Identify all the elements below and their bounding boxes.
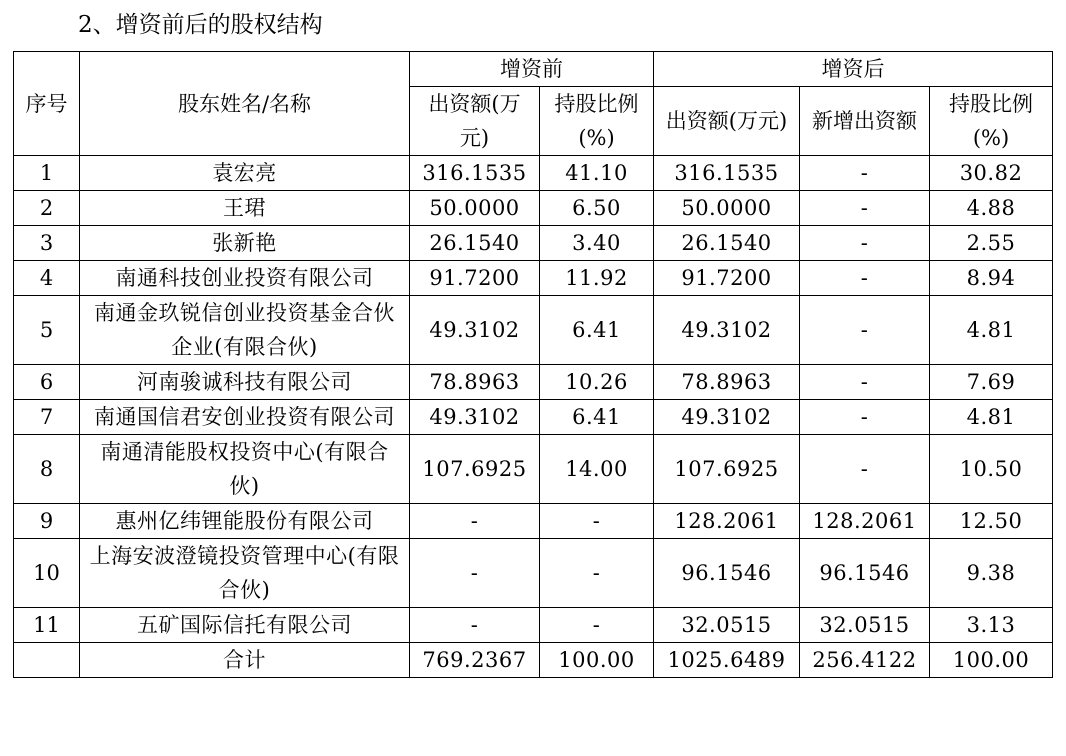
cell-after-amount: 49.3102 — [654, 400, 800, 435]
header-name: 股东姓名/名称 — [80, 52, 410, 156]
cell-after-ratio: 30.82 — [930, 156, 1053, 191]
cell-name: 南通清能股权投资中心(有限合伙) — [80, 435, 410, 504]
cell-name: 河南骏诚科技有限公司 — [80, 365, 410, 400]
total-before-amount: 769.2367 — [410, 643, 540, 678]
cell-after-amount: 128.2061 — [654, 504, 800, 539]
cell-before-amount: - — [410, 608, 540, 643]
cell-after-amount: 49.3102 — [654, 296, 800, 365]
cell-name: 五矿国际信托有限公司 — [80, 608, 410, 643]
header-seq: 序号 — [14, 52, 80, 156]
table-row — [14, 365, 1053, 400]
cell-after-new: - — [800, 435, 930, 504]
cell-after-amount: 26.1540 — [654, 226, 800, 261]
header-before-ratio: 持股比例(%) — [540, 87, 654, 156]
cell-before-ratio: 14.00 — [540, 435, 654, 504]
total-label: 合计 — [80, 643, 410, 678]
cell-after-ratio: 4.81 — [930, 400, 1053, 435]
total-after-new: 256.4122 — [800, 643, 930, 678]
cell-before-amount: - — [410, 504, 540, 539]
total-after-ratio: 100.00 — [930, 643, 1053, 678]
table-row — [14, 191, 1053, 226]
cell-after-ratio: 8.94 — [930, 261, 1053, 296]
cell-after-amount: 50.0000 — [654, 191, 800, 226]
cell-after-new: - — [800, 296, 930, 365]
cell-after-amount: 316.1535 — [654, 156, 800, 191]
cell-before-ratio: - — [540, 539, 654, 608]
header-after-ratio: 持股比例(%) — [930, 87, 1053, 156]
cell-after-new: - — [800, 400, 930, 435]
cell-after-ratio: 4.88 — [930, 191, 1053, 226]
cell-name: 王珺 — [80, 191, 410, 226]
cell-after-amount: 96.1546 — [654, 539, 800, 608]
cell-name: 惠州亿纬锂能股份有限公司 — [80, 504, 410, 539]
cell-seq: 9 — [14, 504, 80, 539]
cell-name: 上海安波澄镜投资管理中心(有限合伙) — [80, 539, 410, 608]
cell-before-amount: 91.7200 — [410, 261, 540, 296]
cell-name: 南通国信君安创业投资有限公司 — [80, 400, 410, 435]
table-row — [14, 296, 1053, 365]
cell-after-ratio: 9.38 — [930, 539, 1053, 608]
cell-after-ratio: 7.69 — [930, 365, 1053, 400]
table-row — [14, 504, 1053, 539]
header-before-group: 增资前 — [410, 52, 654, 87]
cell-after-ratio: 4.81 — [930, 296, 1053, 365]
cell-before-amount: 50.0000 — [410, 191, 540, 226]
cell-before-ratio: 6.41 — [540, 296, 654, 365]
cell-after-amount: 78.8963 — [654, 365, 800, 400]
total-after-amount: 1025.6489 — [654, 643, 800, 678]
cell-before-ratio: - — [540, 504, 654, 539]
header-row-group — [14, 52, 1053, 87]
cell-seq: 7 — [14, 400, 80, 435]
table-row — [14, 539, 1053, 608]
cell-before-amount: 26.1540 — [410, 226, 540, 261]
cell-before-ratio: 11.92 — [540, 261, 654, 296]
cell-seq: 4 — [14, 261, 80, 296]
table-row — [14, 261, 1053, 296]
table-row — [14, 435, 1053, 504]
cell-before-amount: 49.3102 — [410, 296, 540, 365]
cell-after-new: 32.0515 — [800, 608, 930, 643]
table-row — [14, 608, 1053, 643]
cell-after-new: - — [800, 191, 930, 226]
cell-before-ratio: 6.41 — [540, 400, 654, 435]
cell-after-ratio: 2.55 — [930, 226, 1053, 261]
cell-after-amount: 32.0515 — [654, 608, 800, 643]
cell-seq: 5 — [14, 296, 80, 365]
cell-before-amount: 78.8963 — [410, 365, 540, 400]
cell-seq: 10 — [14, 539, 80, 608]
total-row — [14, 643, 1053, 678]
cell-after-amount: 107.6925 — [654, 435, 800, 504]
cell-after-new: - — [800, 226, 930, 261]
cell-after-new: 96.1546 — [800, 539, 930, 608]
cell-before-ratio: 3.40 — [540, 226, 654, 261]
cell-after-new: 128.2061 — [800, 504, 930, 539]
cell-name: 张新艳 — [80, 226, 410, 261]
cell-seq: 2 — [14, 191, 80, 226]
cell-seq: 3 — [14, 226, 80, 261]
cell-name: 南通金玖锐信创业投资基金合伙企业(有限合伙) — [80, 296, 410, 365]
header-before-amount: 出资额(万元) — [410, 87, 540, 156]
equity-structure-table — [13, 51, 1053, 678]
cell-seq: 1 — [14, 156, 80, 191]
cell-before-amount: - — [410, 539, 540, 608]
header-after-amount: 出资额(万元) — [654, 87, 800, 156]
cell-after-new: - — [800, 156, 930, 191]
cell-before-ratio: 10.26 — [540, 365, 654, 400]
cell-name: 南通科技创业投资有限公司 — [80, 261, 410, 296]
cell-before-ratio: 41.10 — [540, 156, 654, 191]
table-row — [14, 226, 1053, 261]
header-after-new: 新增出资额 — [800, 87, 930, 156]
cell-before-amount: 316.1535 — [410, 156, 540, 191]
cell-before-amount: 49.3102 — [410, 400, 540, 435]
total-before-ratio: 100.00 — [540, 643, 654, 678]
cell-seq: 6 — [14, 365, 80, 400]
cell-seq: 11 — [14, 608, 80, 643]
cell-after-new: - — [800, 261, 930, 296]
cell-after-ratio: 12.50 — [930, 504, 1053, 539]
table-row — [14, 156, 1053, 191]
cell-after-ratio: 10.50 — [930, 435, 1053, 504]
cell-after-amount: 91.7200 — [654, 261, 800, 296]
cell-before-ratio: - — [540, 608, 654, 643]
cell-seq: 8 — [14, 435, 80, 504]
section-title: 2、增资前后的股权结构 — [78, 12, 323, 38]
cell-after-ratio: 3.13 — [930, 608, 1053, 643]
cell-name: 袁宏亮 — [80, 156, 410, 191]
table-row — [14, 400, 1053, 435]
cell-after-new: - — [800, 365, 930, 400]
header-after-group: 增资后 — [654, 52, 1053, 87]
cell-seq-empty — [14, 643, 80, 678]
cell-before-ratio: 6.50 — [540, 191, 654, 226]
cell-before-amount: 107.6925 — [410, 435, 540, 504]
